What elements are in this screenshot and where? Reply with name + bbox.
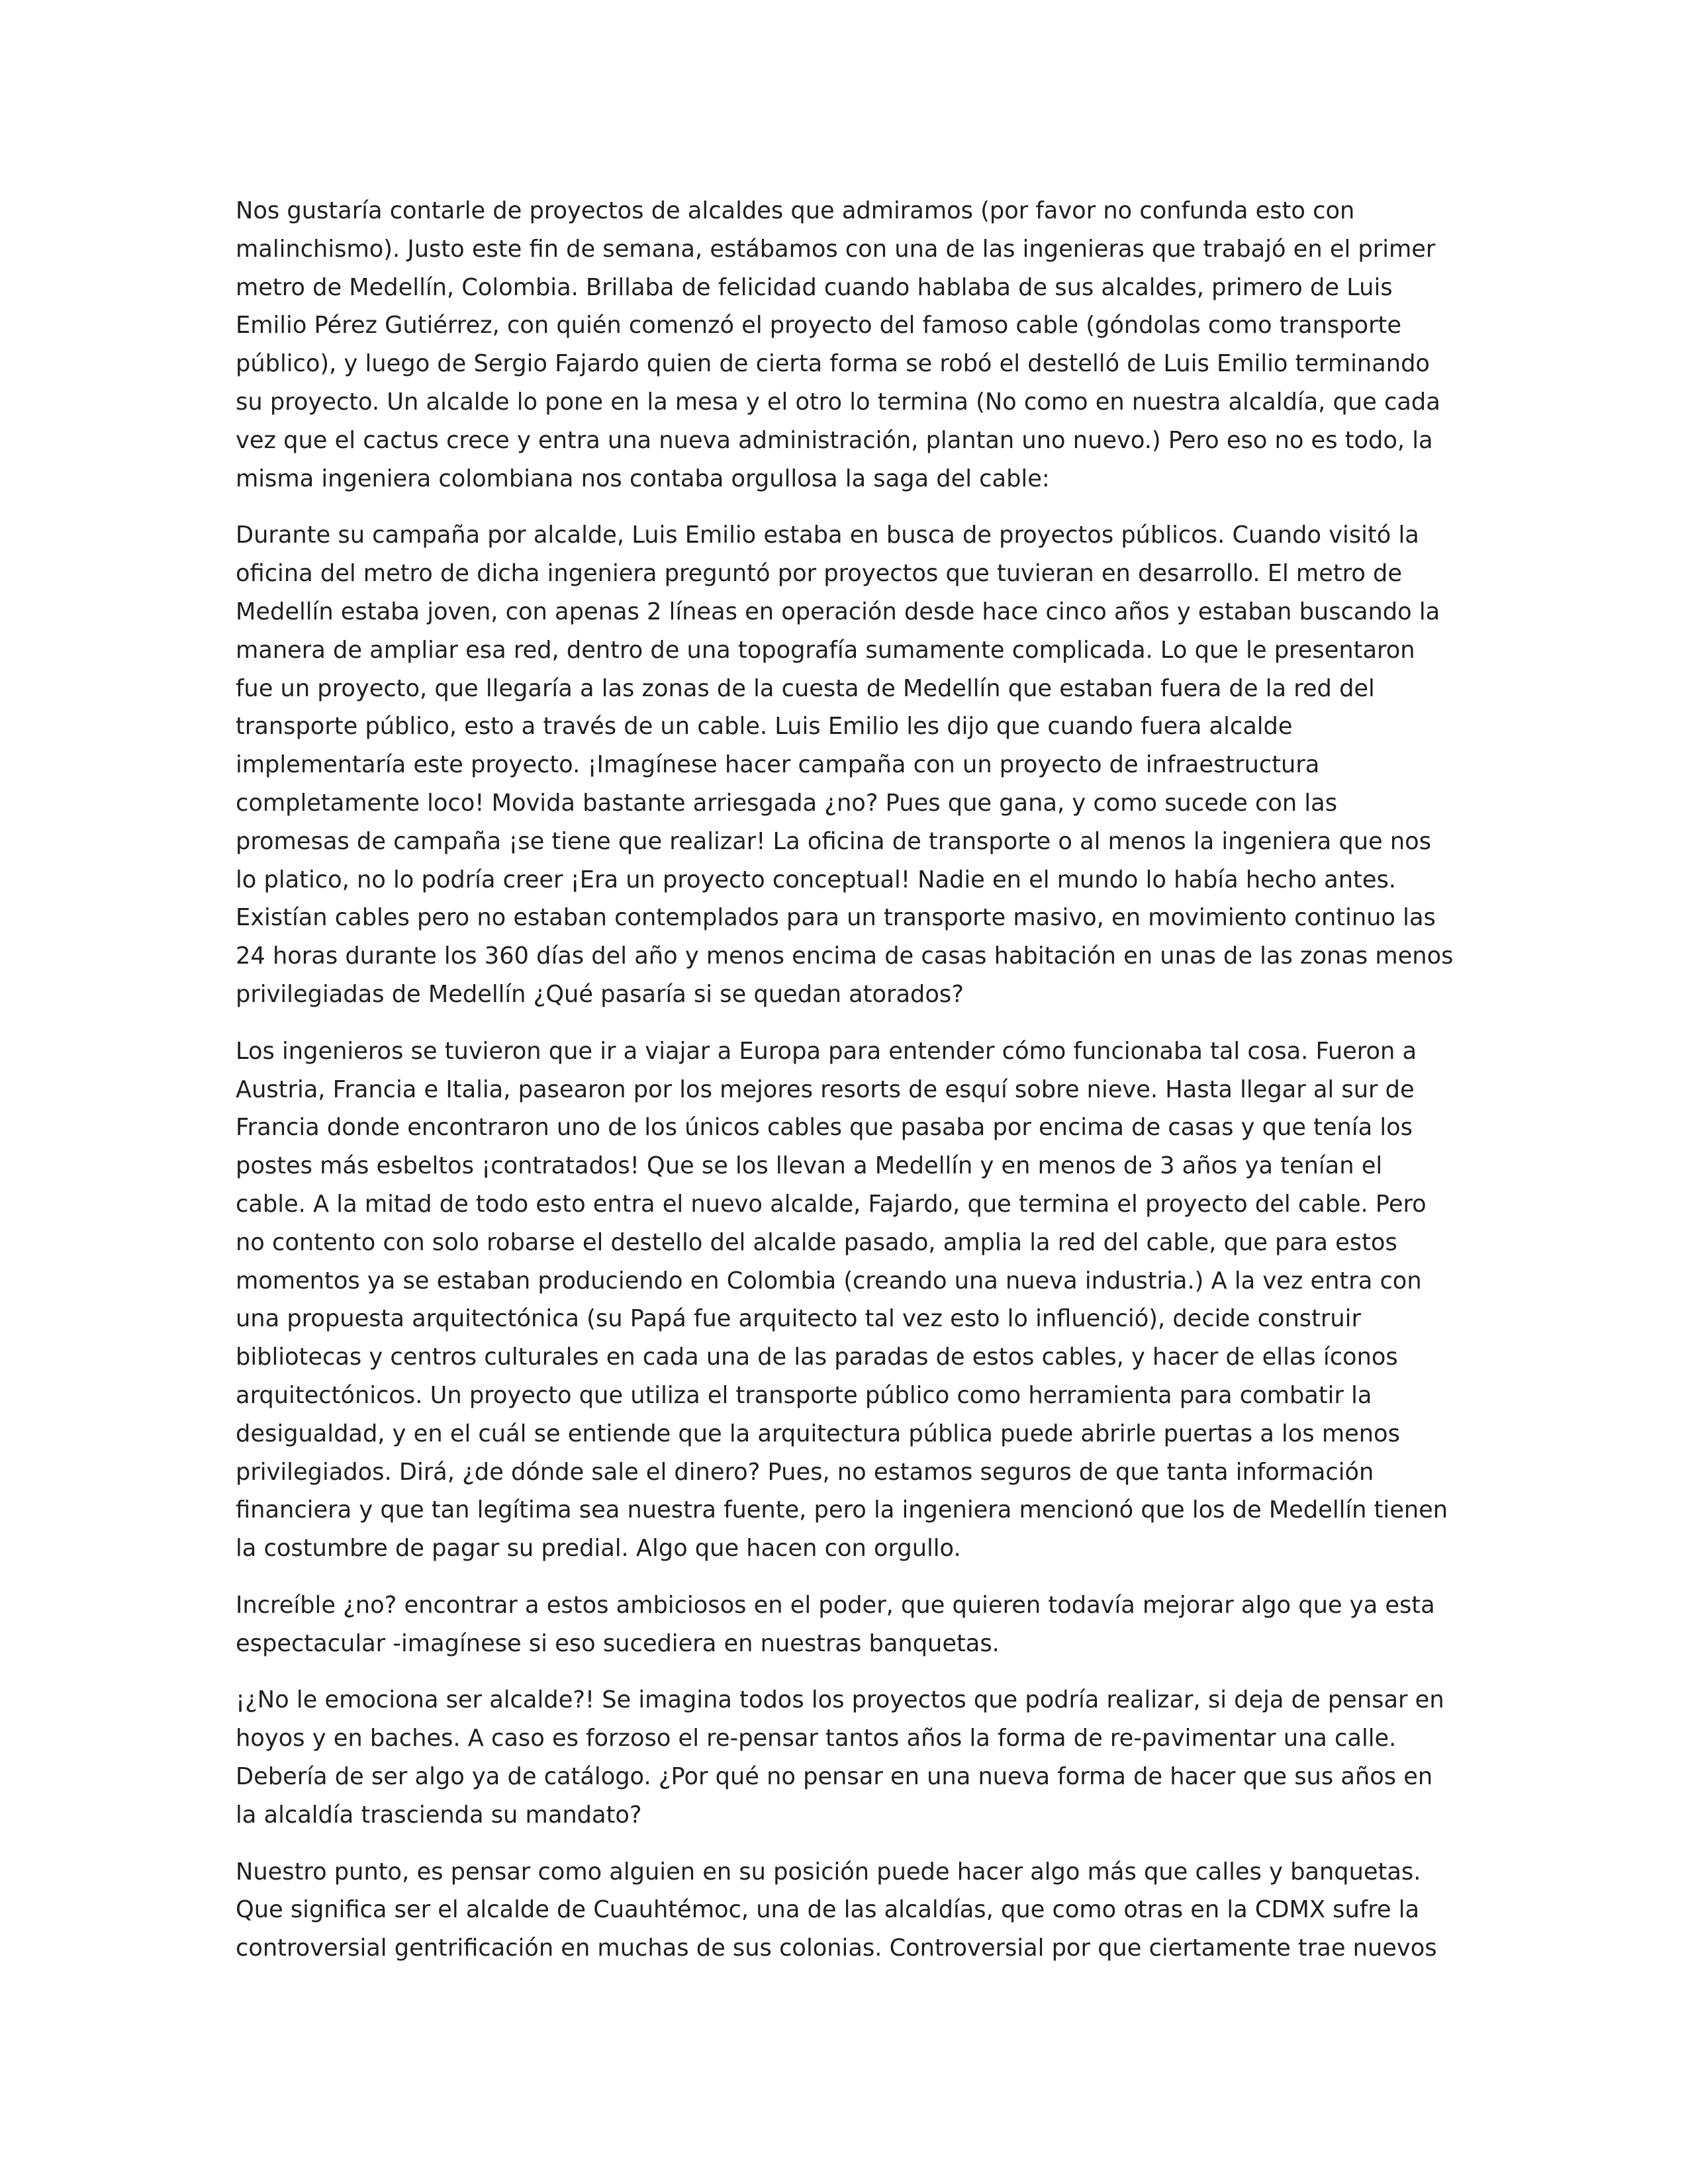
paragraph-1: Nos gustaría contarle de proyectos de alcaldes que admiramos (por favor no confunda esto con malinchismo). Justo este fin de semana, estábamos con una de las ingenieras que trabajó en el primer metro de Medellín, Colombia. Brillaba de felicidad cuando hablaba de sus alcaldes, primero de Luis Emilio Pérez Gutiérrez, con quién comenzó el proyecto del famoso cable (góndolas como transporte público), y luego de Sergio Fajardo quien de cierta forma se robó el destelló de Luis Emilio terminando su proyecto. Un alcalde lo pone en la mesa y el otro lo termina (No como en nuestra alcaldía, que cada vez que el cactus crece y entra una nueva administración, plantan uno nuevo.) Pero eso no es todo, la misma ingeniera colombiana nos contaba orgullosa la saga del cable: [236, 197, 1440, 492]
document-body [236, 192, 1462, 1968]
paragraph-5: ¡¿No le emociona ser alcalde?! Se imagina todos los proyectos que podría realizar, si deja de pensar en hoyos y en baches. A caso es forzoso el re-pensar tantos años la forma de re-pavimentar una calle. Debería de ser algo ya de catálogo. ¿Por qué no pensar en una nueva forma de hacer que sus años en la alcaldía trascienda su mandato? [236, 1686, 1444, 1829]
paragraph-2: Durante su campaña por alcalde, Luis Emilio estaba en busca de proyectos públicos. Cuando visitó la oficina del metro de dicha ingeniera preguntó por proyectos que tuvieran en desarrollo. El metro de Medellín estaba joven, con apenas 2 líneas en operación desde hace cinco años y estaban buscando la manera de ampliar esa red, dentro de una topografía sumamente complicada. Lo que le presentaron fue un proyecto, que llegaría a las zonas de la cuesta de Medellín que estaban fuera de la red del transporte público, esto a través de un cable. Luis Emilio les dijo que cuando fuera alcalde implementaría este proyecto. ¡Imagínese hacer campaña con un proyecto de infraestructura completamente loco! Movida bastante arriesgada ¿no? Pues que gana, y como sucede con las promesas de campaña ¡se tiene que realizar! La oficina de transporte o al menos la ingeniera que nos lo platico, no lo podría creer ¡Era un proyecto conceptual! Nadie en el mundo lo había hecho antes. Existían cables pero no estaban contemplados para un transporte masivo, en movimiento continuo las 24 horas durante los 360 días del año y menos encima de casas habitación en unas de las zonas menos privilegiadas de Medellín ¿Qué pasaría si se quedan atorados? [236, 522, 1454, 1008]
paragraph-3: Los ingenieros se tuvieron que ir a viajar a Europa para entender cómo funcionaba tal cosa. Fueron a Austria, Francia e Italia, pasearon por los mejores resorts de esquí sobre nieve. Hasta llegar al sur de Francia donde encontraron uno de los únicos cables que pasaba por encima de casas y que tenía los postes más esbeltos ¡contratados! Que se los llevan a Medellín y en menos de 3 años ya tenían el cable. A la mitad de todo esto entra el nuevo alcalde, Fajardo, que termina el proyecto del cable. Pero no contento con solo robarse el destello del alcalde pasado, amplia la red del cable, que para estos momentos ya se estaban produciendo en Colombia (creando una nueva industria.) A la vez entra con una propuesta arquitectónica (su Papá fue arquitecto tal vez esto lo influenció), decide construir bibliotecas y centros culturales en cada una de las paradas de estos cables, y hacer de ellas íconos arquitectónicos. Un proyecto que utiliza el transporte público como herramienta para combatir la desigualdad, y en el cuál se entiende que la arquitectura pública puede abrirle puertas a los menos privilegiados. Dirá, ¿de dónde sale el dinero? Pues, no estamos seguros de que tanta información financiera y que tan legítima sea nuestra fuente, pero la ingeniera mencionó que los de Medellín tienen la costumbre de pagar su predial. Algo que hacen con orgullo. [236, 1037, 1448, 1563]
paragraph-6: Nuestro punto, es pensar como alguien en su posición puede hacer algo más que calles y banquetas. Que significa ser el alcalde de Cuauhtémoc, una de las alcaldías, que como otras en la CDMX sufre la controversial gentrificación en muchas de sus colonias. Controversial por que ciertamente trae nuevos [236, 1858, 1437, 1962]
paragraph-4: Increíble ¿no? encontrar a estos ambiciosos en el poder, que quieren todavía mejorar algo que ya esta espectacular -imagínese si eso sucediera en nuestras banquetas. [236, 1591, 1435, 1657]
